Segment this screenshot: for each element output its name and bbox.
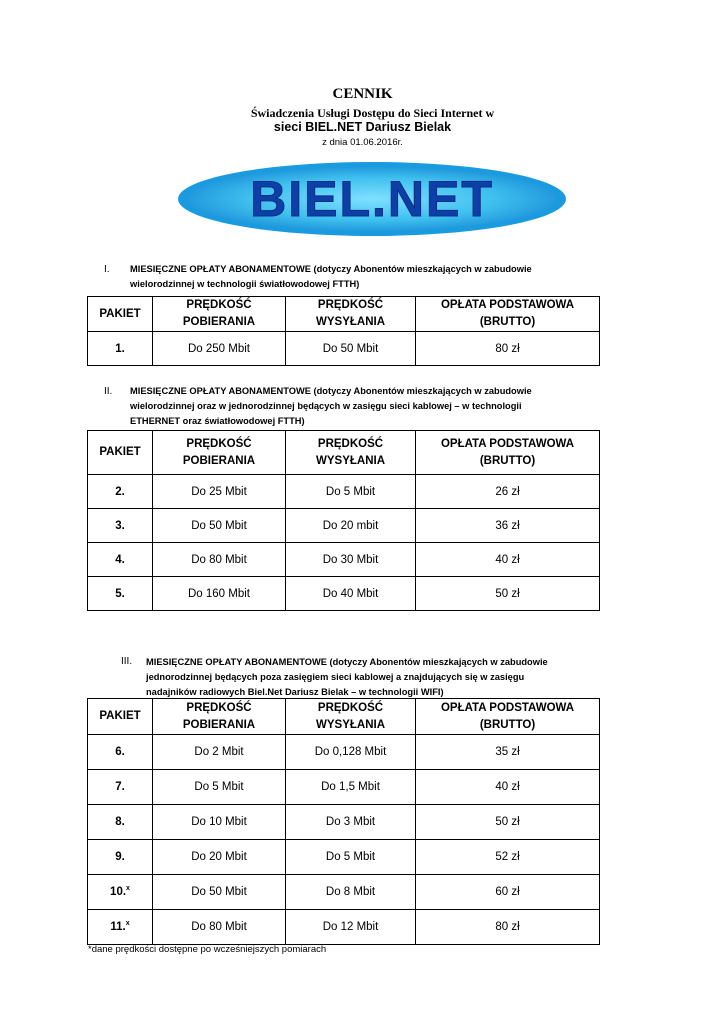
upload-speed: Do 1,5 Mbit [286,770,416,805]
table-row [88,770,600,805]
package-number: 11.$^x$ [88,910,153,945]
biel-net-logo [176,160,568,238]
table-row [88,577,600,611]
table-header-row [88,699,600,735]
price: 60 zł [416,875,600,910]
section-1-number: I. [104,264,110,275]
section-2-heading: MIESIĘCZNE OPŁATY ABONAMENTOWE (dotyczy Abonentów mieszkających w zabudowie wielorodzinnej oraz w jednorodzinnej będących w zasięgu sieci kablowej – w technologii ETHERNET oraz światłowodowej FTTH) [130,386,532,426]
section-1-heading: MIESIĘCZNE OPŁATY ABONAMENTOWE (dotyczy Abonentów mieszkających w zabudowie wielorodzinnej w technologii światłowodowej FTTH) [130,264,532,289]
table-row [88,543,600,577]
document-subtitle-line2: sieci BIEL.NET Dariusz Bielak [273,120,452,134]
download-speed: Do 250 Mbit [153,332,286,366]
section-3-heading: MIESIĘCZNE OPŁATY ABONAMENTOWE (dotyczy Abonentów mieszkających w zabudowie jednorodzinnej będących poza zasięgiem sieci kablowej a znajdujących się w zasięgu nadajników radiowych Biel.Net Dariusz Bielak – w technologii WIFI) [146,657,548,697]
table-row [88,805,600,840]
package-number: 5. [88,577,153,611]
package-number: 9. [88,840,153,875]
download-speed: Do 20 Mbit [153,840,286,875]
col-header-price: OPŁATA PODSTAWOWA (BRUTTO) [416,431,600,475]
upload-speed: Do 50 Mbit [286,332,416,366]
package-number: 4. [88,543,153,577]
package-number: 10.$^x$ [88,875,153,910]
upload-speed: Do 40 Mbit [286,577,416,611]
download-speed: Do 80 Mbit [153,910,286,945]
price: 80 zł [416,910,600,945]
price: 36 zł [416,509,600,543]
package-number: 1. [88,332,153,366]
price: 26 zł [416,475,600,509]
document-date: z dnia 01.06.2016r. [322,137,403,148]
upload-speed: Do 5 Mbit [286,475,416,509]
upload-speed: Do 20 mbit [286,509,416,543]
logo-text: BIEL.NET [250,171,494,227]
col-header-price: OPŁATA PODSTAWOWA (BRUTTO) [416,699,600,735]
price: 52 zł [416,840,600,875]
table-header-row [88,431,600,475]
download-speed: Do 25 Mbit [153,475,286,509]
upload-speed: Do 12 Mbit [286,910,416,945]
section-2-number: II. [104,386,113,397]
upload-speed: Do 8 Mbit [286,875,416,910]
upload-speed: Do 30 Mbit [286,543,416,577]
table-row [88,875,600,910]
download-speed: Do 10 Mbit [153,805,286,840]
section-3-number: III. [121,656,133,667]
price-table-section-1 [87,296,600,366]
download-speed: Do 5 Mbit [153,770,286,805]
document-title: CENNIK [332,86,393,102]
package-number: 2. [88,475,153,509]
package-number: 6. [88,735,153,770]
price: 80 zł [416,332,600,366]
price: 40 zł [416,770,600,805]
price-table-section-3 [87,698,600,945]
upload-speed: Do 5 Mbit [286,840,416,875]
col-header-pakiet: PAKIET [88,297,153,332]
col-header-upload: PRĘDKOŚĆ WYSYŁANIA [286,297,416,332]
table-header-row [88,297,600,332]
upload-speed: Do 0,128 Mbit [286,735,416,770]
download-speed: Do 50 Mbit [153,509,286,543]
package-number: 7. [88,770,153,805]
table-row [88,332,600,366]
table-row [88,475,600,509]
price: 35 zł [416,735,600,770]
download-speed: Do 2 Mbit [153,735,286,770]
download-speed: Do 80 Mbit [153,543,286,577]
table-row [88,509,600,543]
col-header-upload: PRĘDKOŚĆ WYSYŁANIA [286,431,416,475]
table-row [88,735,600,770]
price-table-section-2 [87,430,600,611]
upload-speed: Do 3 Mbit [286,805,416,840]
col-header-upload: PRĘDKOŚĆ WYSYŁANIA [286,699,416,735]
price: 40 zł [416,543,600,577]
col-header-pakiet: PAKIET [88,431,153,475]
footnote: *dane prędkości dostępne po wcześniejszych pomiarach [88,944,327,955]
table-row [88,840,600,875]
download-speed: Do 160 Mbit [153,577,286,611]
col-header-pakiet: PAKIET [88,699,153,735]
download-speed: Do 50 Mbit [153,875,286,910]
price: 50 zł [416,577,600,611]
package-number: 8. [88,805,153,840]
document-subtitle-line1: Świadczenia Usługi Dostępu do Sieci Internet w [250,106,495,120]
table-row [88,910,600,945]
package-number: 3. [88,509,153,543]
price: 50 zł [416,805,600,840]
col-header-download: PRĘDKOŚĆ POBIERANIA [153,297,286,332]
col-header-price: OPŁATA PODSTAWOWA (BRUTTO) [416,297,600,332]
col-header-download: PRĘDKOŚĆ POBIERANIA [153,699,286,735]
col-header-download: PRĘDKOŚĆ POBIERANIA [153,431,286,475]
